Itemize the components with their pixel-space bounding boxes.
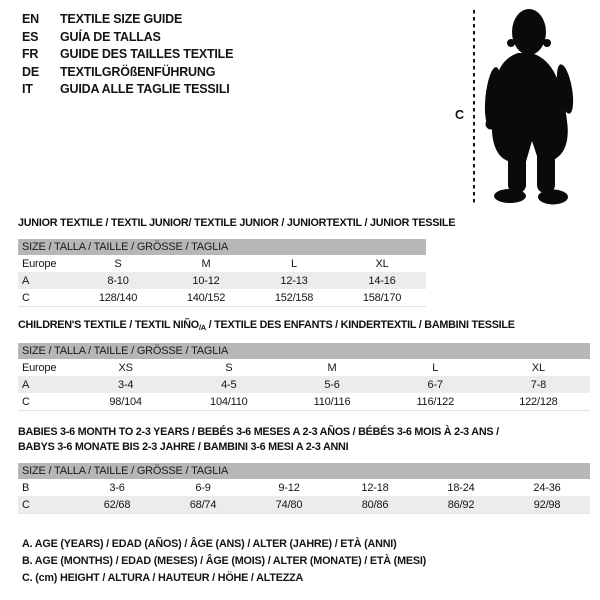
row-label: A	[22, 274, 30, 287]
table-row	[18, 272, 426, 289]
table-cell: 104/110	[210, 395, 248, 408]
language-code: FR	[22, 47, 39, 62]
list-item	[22, 64, 233, 82]
row-label: C	[22, 395, 30, 408]
language-code: IT	[22, 82, 33, 97]
table-cell: XS	[118, 361, 133, 374]
table-cell: 74/80	[275, 498, 303, 511]
table-cell: L	[291, 257, 297, 270]
children-title-rest: / TEXTILE DES ENFANTS / KINDERTEXTIL / BAMBINI TESSILE	[205, 319, 515, 331]
table-cell: 9-12	[278, 481, 300, 494]
list-item	[22, 46, 233, 64]
table-cell: 8-10	[107, 274, 129, 287]
table-cell: 80/86	[361, 498, 389, 511]
table-cell: 12-18	[361, 481, 389, 494]
table-row	[18, 376, 590, 393]
language-code: ES	[22, 29, 39, 44]
table-cell: M	[327, 361, 337, 374]
footnote-a: A. AGE (YEARS) / EDAD (AÑOS) / ÂGE (ANS) / ALTER (JAHRE) / ETÀ (ANNI)	[22, 538, 397, 550]
table-cell: 68/74	[189, 498, 217, 511]
babies-title-line1: BABIES 3-6 MONTH TO 2-3 YEARS / BEBÉS 3-6 MESES A 2-3 AÑOS / BÉBÉS 3-6 MOIS À 2-3 ANS /	[18, 426, 499, 438]
junior-table-title: JUNIOR TEXTILE / TEXTIL JUNIOR/ TEXTILE JUNIOR / JUNIORTEXTIL / JUNIOR TESSILE	[18, 217, 456, 229]
language-title: GUIDA ALLE TAGLIE TESSILI	[60, 82, 230, 97]
language-guide	[22, 11, 233, 99]
table-cell: 3-6	[109, 481, 125, 494]
table-cell: 7-8	[530, 378, 547, 391]
table-cell: 122/128	[519, 395, 558, 408]
language-title: TEXTILGRÖßENFÜHRUNG	[60, 64, 216, 79]
children-table-title	[18, 319, 515, 331]
baby-silhouette-graphic	[448, 2, 598, 214]
table-cell: 152/158	[274, 291, 314, 304]
table-cell: 6-7	[427, 378, 443, 391]
table-cell: 18-24	[447, 481, 475, 494]
language-title: GUÍA DE TALLAS	[60, 29, 161, 44]
footnote-b: B. AGE (MONTHS) / EDAD (MESES) / ÂGE (MOIS) / ALTER (MONATE) / ETÀ (MESI)	[22, 555, 427, 568]
children-size-table	[18, 343, 590, 411]
row-label: C	[22, 498, 30, 511]
table-row	[18, 289, 426, 306]
children-title-subscript: /A	[198, 323, 206, 332]
table-row	[18, 393, 590, 410]
table-cell: S	[225, 361, 233, 374]
table-cell: 24-36	[533, 481, 561, 494]
list-item	[22, 29, 233, 47]
list-item	[22, 11, 233, 29]
babies-size-table	[18, 463, 590, 514]
table-cell: 92/98	[533, 498, 561, 511]
row-label: Europe	[22, 257, 57, 270]
list-item	[22, 81, 233, 99]
baby-silhouette	[482, 9, 576, 205]
table-cell: 14-16	[368, 274, 396, 287]
size-header-row: SIZE / TALLA / TAILLE / GRÖSSE / TAGLIA	[18, 239, 426, 255]
table-cell: 4-5	[221, 378, 237, 391]
language-title: GUIDE DES TAILLES TEXTILE	[60, 47, 234, 62]
table-cell: S	[114, 257, 122, 270]
height-figure	[448, 2, 598, 214]
table-cell: 10-12	[192, 274, 220, 287]
row-label: C	[22, 291, 30, 304]
size-header-row: SIZE / TALLA / TAILLE / GRÖSSE / TAGLIA	[18, 463, 590, 479]
row-label: A	[22, 378, 30, 391]
footnotes	[22, 536, 426, 588]
table-cell: 128/140	[98, 291, 138, 304]
table-cell: 140/152	[186, 291, 226, 304]
table-cell: L	[432, 361, 439, 374]
language-code: DE	[22, 64, 39, 79]
junior-size-table	[18, 239, 426, 307]
table-cell: M	[201, 257, 211, 270]
table-cell: 116/122	[416, 395, 454, 408]
table-cell: 110/116	[313, 395, 351, 408]
babies-title-line2: BABYS 3-6 MONATE BIS 2-3 JAHRE / BAMBINI 3-6 MESI A 2-3 ANNI	[18, 441, 349, 453]
language-code: EN	[22, 12, 39, 26]
table-row	[18, 496, 590, 513]
table-row	[18, 255, 426, 272]
table-cell: 5-6	[324, 378, 340, 391]
table-cell: 3-4	[117, 378, 134, 391]
table-cell: 62/68	[103, 498, 131, 511]
table-row	[18, 359, 590, 376]
row-label: Europe	[22, 361, 57, 374]
children-title-main: CHILDREN'S TEXTILE / TEXTIL NIÑO	[18, 319, 199, 331]
size-header-row: SIZE / TALLA / TAILLE / GRÖSSE / TAGLIA	[18, 343, 590, 359]
footnote-c: C. (cm) HEIGHT / ALTURA / HAUTEUR / HÖHE / ALTEZZA	[22, 572, 304, 585]
table-cell: 12-13	[280, 274, 308, 287]
row-label: B	[22, 481, 30, 494]
table-row	[18, 479, 590, 496]
table-cell: 6-9	[195, 481, 211, 494]
table-cell: 158/170	[362, 291, 402, 304]
babies-table-title	[18, 425, 499, 455]
table-cell: 98/104	[109, 395, 142, 408]
language-title: TEXTILE SIZE GUIDE	[60, 12, 183, 26]
table-cell: 86/92	[447, 498, 475, 511]
measure-label-c: C	[455, 108, 465, 122]
table-cell: XL	[531, 361, 545, 374]
table-cell: XL	[375, 257, 389, 270]
